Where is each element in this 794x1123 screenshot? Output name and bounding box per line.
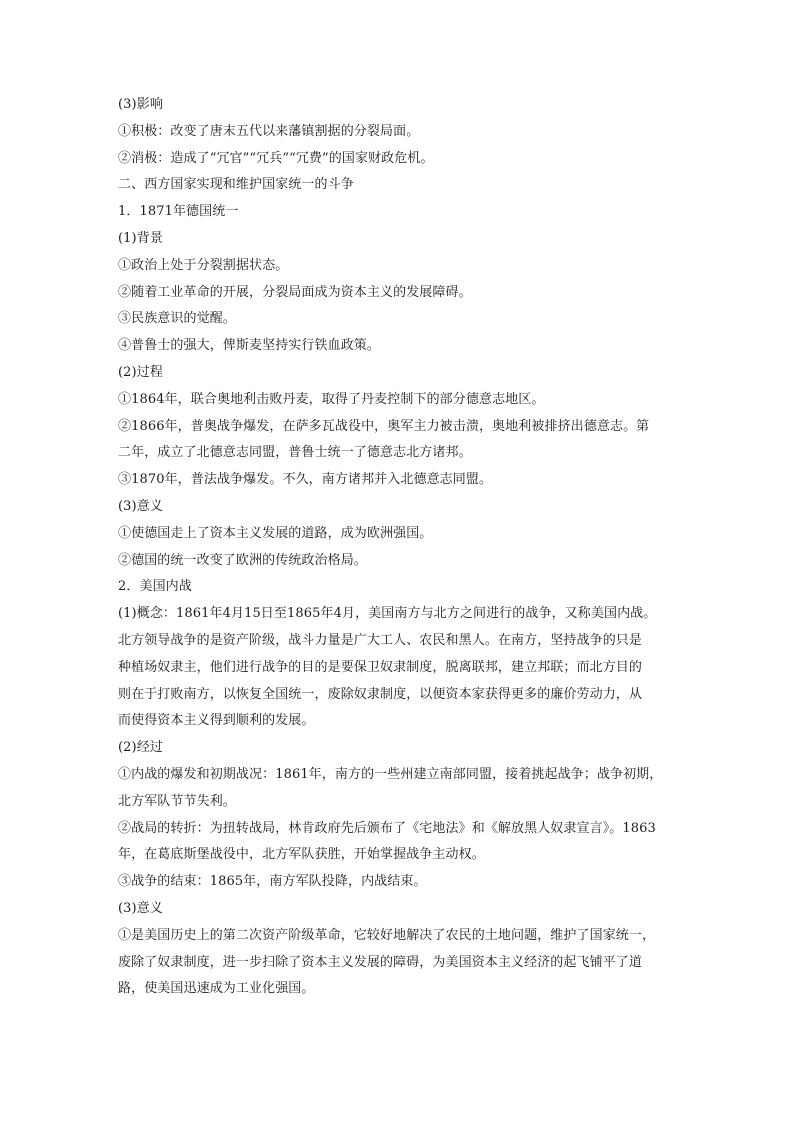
- text-line: 北方军队节节失利。: [118, 793, 236, 809]
- subsection-heading: 2．美国内战: [118, 579, 192, 595]
- text-line: 年，在葛底斯堡战役中，北方军队获胜，开始掌握战争主动权。: [118, 847, 485, 863]
- text-line: ④普鲁士的强大，俾斯麦坚持实行铁血政策。: [118, 338, 381, 354]
- text-line: (3)意义: [118, 900, 163, 916]
- text-line: ③1870年，普法战争爆发。不久，南方诸邦并入北德意志同盟。: [118, 472, 493, 488]
- text-line: ②战局的转折：为扭转战局，林肯政府先后颁布了《宅地法》和《解放黑人奴隶宣言》。1863: [118, 820, 656, 836]
- text-line: (1)概念：1861年4月15日至1865年4月，美国南方与北方之间进行的战争，又称美国内战。: [118, 606, 657, 622]
- text-line: 北方领导战争的是资产阶级，战斗力量是广大工人、农民和黑人。在南方，坚持战争的只是: [118, 632, 643, 648]
- text-line: (3)意义: [118, 498, 163, 514]
- text-line: ③战争的结束：1865年，南方军队投降，内战结束。: [118, 874, 427, 890]
- text-line: (3)影响: [118, 97, 163, 112]
- section-heading: 二、西方国家实现和维护国家统一的斗争: [118, 177, 354, 193]
- text-line: 而使得资本主义得到顺利的发展。: [118, 713, 315, 729]
- text-line: 路，使美国迅速成为工业化强国。: [118, 981, 315, 997]
- text-line: ①1864年，联合奥地利击败丹麦，取得了丹麦控制下的部分德意志地区。: [118, 391, 545, 407]
- text-line: 则在于打败南方，以恢复全国统一，废除奴隶制度，以便资本家获得更多的廉价劳动力，从: [118, 686, 643, 702]
- text-line: 废除了奴隶制度，进一步扫除了资本主义发展的障碍，为美国资本主义经济的起飞铺平了道: [118, 954, 643, 970]
- subsection-heading: 1．1871年德国统一: [118, 204, 239, 220]
- text-line: (1)背景: [118, 230, 163, 246]
- text-line: ①内战的爆发和初期战况：1861年，南方的一些州建立南部同盟，接着挑起战争；战争初期，: [118, 766, 663, 782]
- text-line: ①使德国走上了资本主义发展的道路，成为欧洲强国。: [118, 525, 433, 541]
- text-line: ②德国的统一改变了欧洲的传统政治格局。: [118, 552, 367, 568]
- document-page: [118, 92, 684, 1003]
- text-line: 种植场奴隶主，他们进行战争的目的是要保卫奴隶制度，脱离联邦，建立邦联；而北方目的: [118, 659, 643, 675]
- text-line: ②1866年，普奥战争爆发，在萨多瓦战役中，奥军主力被击溃，奥地利被排挤出德意志。第: [118, 418, 650, 434]
- text-line: ①政治上处于分裂割据状态。: [118, 257, 289, 273]
- text-line: ②消极：造成了“冗官”“冗兵”“冗费”的国家财政危机。: [118, 150, 434, 166]
- text-line: ②随着工业革命的开展，分裂局面成为资本主义的发展障碍。: [118, 284, 472, 300]
- text-line: (2)经过: [118, 740, 163, 756]
- text-line: (2)过程: [118, 364, 163, 380]
- text-line: ①积极：改变了唐末五代以来藩镇割据的分裂局面。: [118, 123, 420, 139]
- text-line: ①是美国历史上的第二次资产阶级革命，它较好地解决了农民的土地问题，维护了国家统一，: [118, 927, 656, 943]
- text-line: ③民族意识的觉醒。: [118, 311, 236, 327]
- text-line: 二年，成立了北德意志同盟，普鲁士统一了德意志北方诸邦。: [118, 445, 472, 461]
